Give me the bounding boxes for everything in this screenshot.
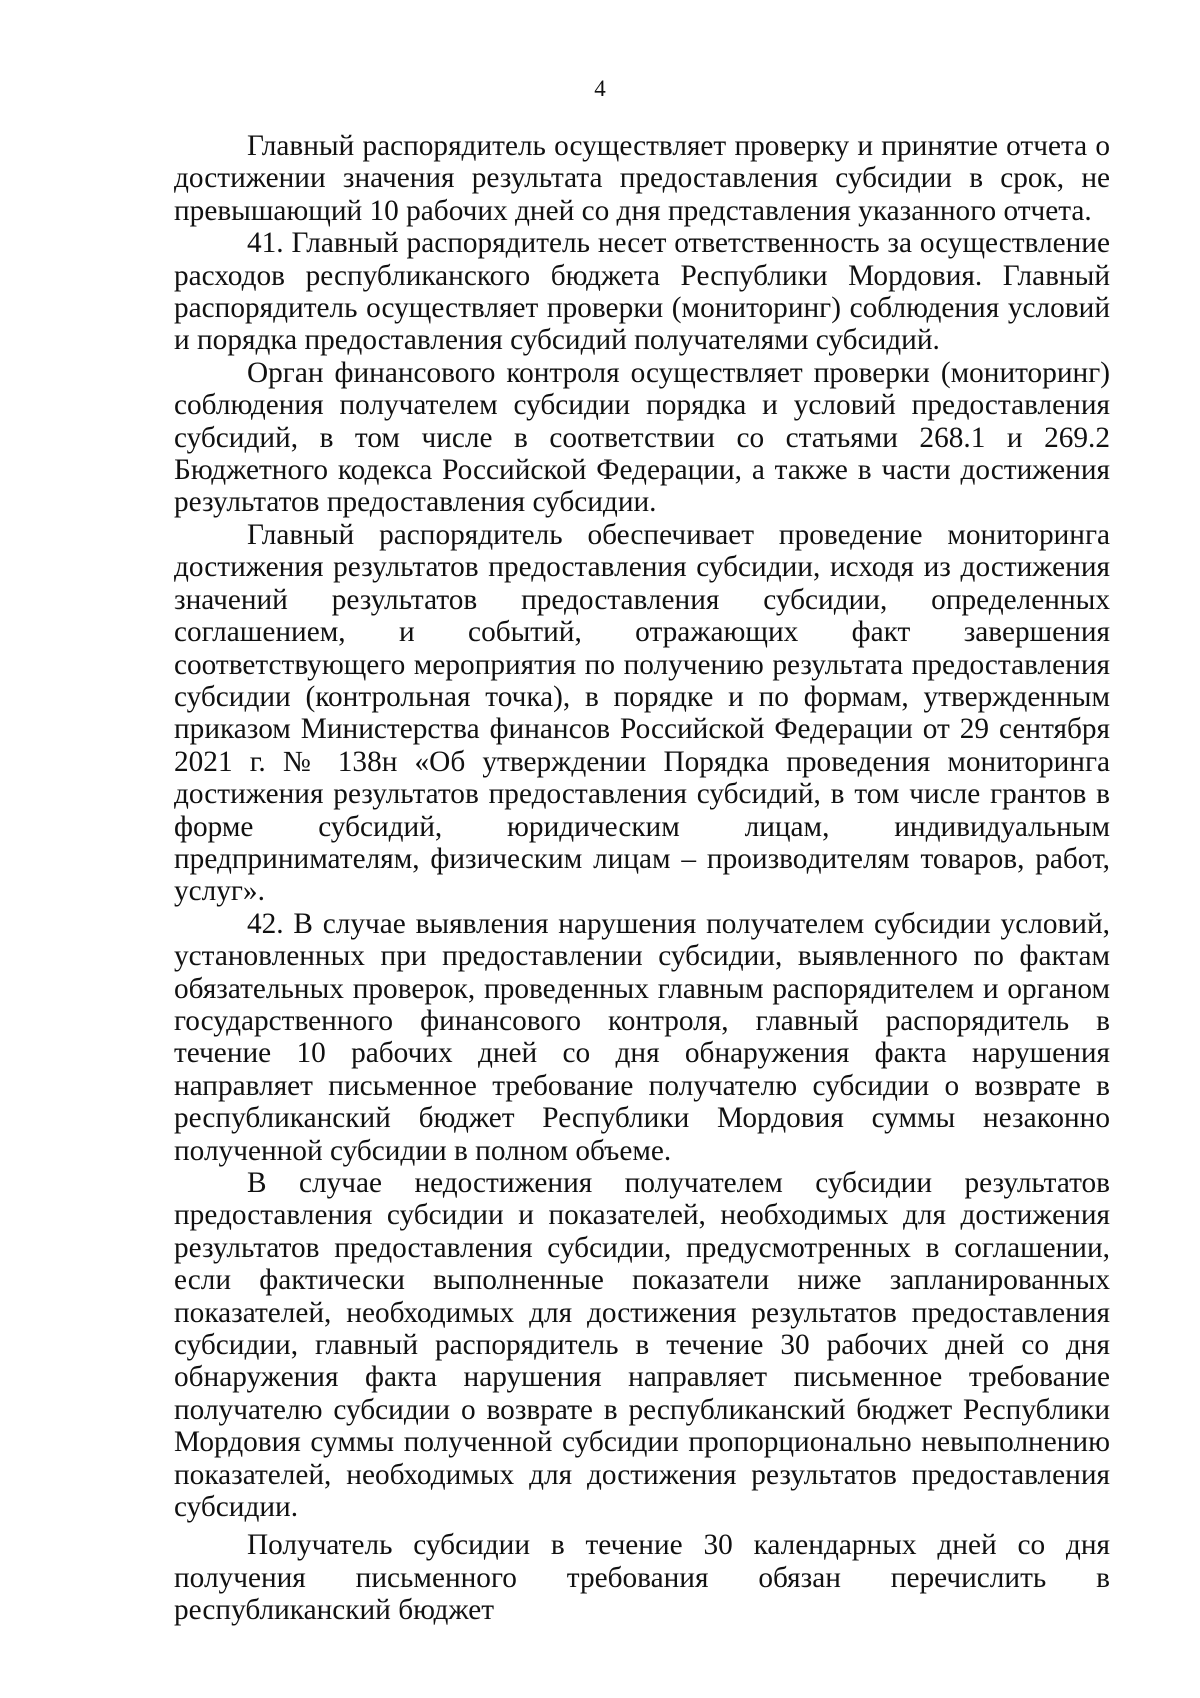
paragraph-refund-obligation: Получатель субсидии в течение 30 календарных дней со дня получения письменного требования обязан перечислить в республиканский бюджет bbox=[174, 1529, 1110, 1627]
paragraph-report-verification: Главный распорядитель осуществляет проверку и принятие отчета о достижении значения результата предоставления субсидии в срок, не превышающий 10 рабочих дней со дня представления указанного отчета. bbox=[174, 130, 1110, 227]
paragraph-non-achievement: В случае недостижения получателем субсидии результатов предоставления субсидии и показателей, необходимых для достижения результатов предоставления субсидии, предусмотренных в соглашении, если фактически выполненные показатели ниже запланированных показателей, необходимых для достижения результатов предоставления субсидии, главный распорядитель в течение 30 рабочих дней со дня обнаружения факта нарушения направляет письменное требование получателю субсидии о возврате в республиканский бюджет Республики Мордовия суммы полученной субсидии пропорционально невыполнению показателей, необходимых для достижения результатов предоставления субсидии. bbox=[174, 1167, 1110, 1524]
paragraph-41-responsibility: 41. Главный распорядитель несет ответственность за осуществление расходов республиканского бюджета Республики Мордовия. Главный распорядитель осуществляет проверки (мониторинг) соблюдения условий и порядка предоставления субсидий получателями субсидий. bbox=[174, 227, 1110, 357]
paragraph-42-violation: 42. В случае выявления нарушения получателем субсидии условий, установленных при предоставлении субсидии, выявленного по фактам обязательных проверок, проведенных главным распорядителем и органом государственного финансового контроля, главный распорядитель в течение 10 рабочих дней со дня обнаружения факта нарушения направляет письменное требование получателю субсидии о возврате в республиканский бюджет Республики Мордовия суммы незаконно полученной субсидии в полном объеме. bbox=[174, 907, 1110, 1167]
paragraph-monitoring: Главный распорядитель обеспечивает проведение мониторинга достижения результатов предоставления субсидии, исходя из достижения значений результатов предоставления субсидии, определенных соглашением, и событий, отражающих факт завершения соответствующего мероприятия по получению результата предоставления субсидии (контрольная точка), в порядке и по формам, утвержденным приказом Министерства финансов Российской Федерации от 29 сентября 2021 г. № 138н «Об утверждении Порядка проведения мониторинга достижения результатов предоставления субсидий, в том числе грантов в форме субсидий, юридическим лицам, индивидуальным предпринимателям, физическим лицам – производителям товаров, работ, услуг». bbox=[174, 518, 1110, 908]
document-body bbox=[174, 130, 1110, 1627]
page-number: 4 bbox=[594, 76, 606, 101]
paragraph-financial-control: Орган финансового контроля осуществляет проверки (мониторинг) соблюдения получателем субсидии порядка и условий предоставления субсидий, в том числе в соответствии со статьями 268.1 и 269.2 Бюджетного кодекса Российской Федерации, а также в части достижения результатов предоставления субсидии. bbox=[174, 356, 1110, 519]
